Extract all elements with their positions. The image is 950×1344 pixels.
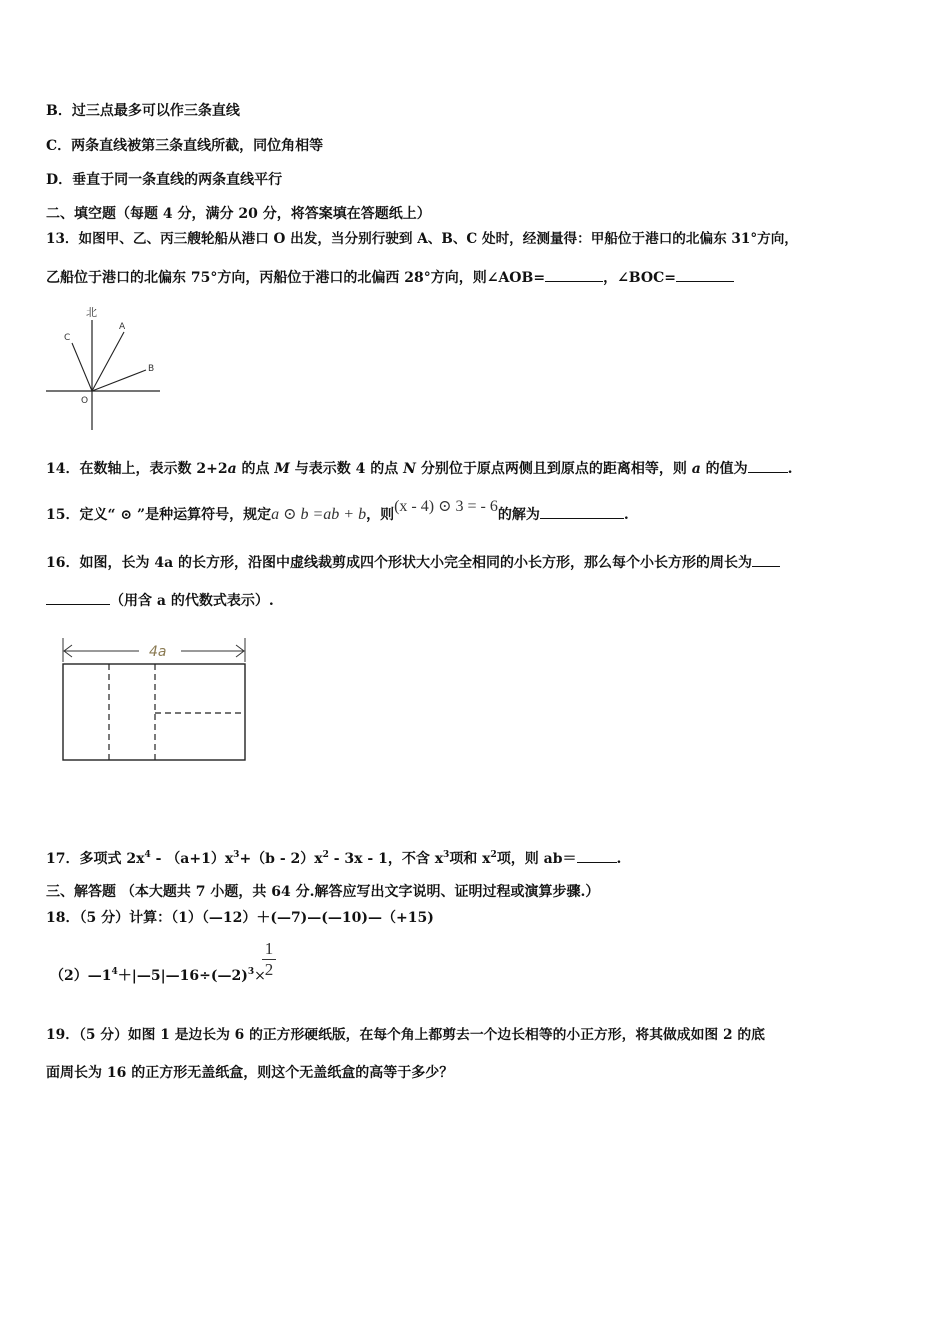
answer-blank-q16-start[interactable] xyxy=(752,552,780,567)
q13-line2: 乙船位于港口的北偏东 75°方向，丙船位于港口的北偏西 28°方向，则∠AOB= ，∠BOC= xyxy=(46,267,734,288)
label-b: B xyxy=(148,364,155,374)
outer-rectangle xyxy=(63,664,245,760)
north-label: 北 xyxy=(86,306,97,319)
ray-oa xyxy=(92,332,124,391)
option-c: C．两条直线被第三条直线所截，同位角相等 xyxy=(46,138,324,154)
q15-text: 15．定义“ ⊙ ”是种运算符号，规定a ⊙ b =ab + b，则(x - 4) ⊙ 3 = - 6的解为 . xyxy=(46,498,629,523)
width-label-4a: 4a xyxy=(149,644,167,660)
label-o: O xyxy=(81,396,89,406)
q15-equation: (x - 4) ⊙ 3 = - 6 xyxy=(394,498,498,515)
answer-blank-q14[interactable] xyxy=(748,458,788,473)
q13-direction-figure xyxy=(40,300,170,435)
option-d: D．垂直于同一条直线的两条直线平行 xyxy=(46,172,283,188)
answer-blank-q16-end[interactable] xyxy=(46,590,110,605)
q19-line2: 面周长为 16 的正方形无盖纸盒，则这个无盖纸盒的高等于多少？ xyxy=(46,1065,454,1081)
q13-line1: 13．如图甲、乙、丙三艘轮船从港口 O 出发，当分别行驶到 A、B、C 处时，经测量得：甲船位于港口的北偏东 31°方向， xyxy=(46,231,798,247)
q16-line2: （用含 a 的代数式表示）. xyxy=(46,590,274,611)
section-2-heading: 二、填空题（每题 4 分，满分 20 分，将答案填在答题纸上） xyxy=(46,206,431,222)
q14-text: 14．在数轴上，表示数 2+2a 的点 M 与表示数 4 的点 N 分别位于原点两侧且到原点的距离相等，则 a 的值为 . xyxy=(46,458,793,479)
q16-line1: 16．如图，长为 4a 的长方形，沿图中虚线裁剪成四个形状大小完全相同的小长方形，那么每个小长方形的周长为 xyxy=(46,552,780,573)
q16-rectangle-figure xyxy=(55,632,255,767)
answer-blank-q17[interactable] xyxy=(577,848,617,863)
answer-blank-q15[interactable] xyxy=(540,504,624,519)
q15-definition-formula: a ⊙ b =ab + b xyxy=(271,506,367,523)
ray-ob xyxy=(92,370,146,391)
q17-text: 17．多项式 $2x^4 - (a+1)x^3+(b - 2)x^2 - 3x - 1$，不含 $x^3$项和 $x^2$项，则 ab＝ . xyxy=(46,850,622,867)
ray-oc xyxy=(72,343,92,391)
answer-blank-aob[interactable] xyxy=(545,267,603,282)
answer-blank-boc[interactable] xyxy=(676,267,734,282)
q18-part2: $(2)—1^4+|—5|—16\div(—2)^3\times$ xyxy=(50,967,266,984)
q18-fraction-half: 1 2 xyxy=(262,940,276,979)
q18-line1: 18．（5 分）计算：（1）（—12）＋(—7)—(—10)—（+15) xyxy=(46,910,434,926)
label-c: C xyxy=(64,333,71,343)
option-b: B．过三点最多可以作三条直线 xyxy=(46,103,240,119)
section-3-heading: 三、解答题 （本大题共 7 小题，共 64 分.解答应写出文字说明、证明过程或演算步骤.） xyxy=(46,884,600,900)
q19-line1: 19．（5 分）如图 1 是边长为 6 的正方形硬纸版，在每个角上都剪去一个边长相等的小正方形，将其做成如图 2 的底 xyxy=(46,1027,765,1043)
label-a: A xyxy=(119,322,126,332)
